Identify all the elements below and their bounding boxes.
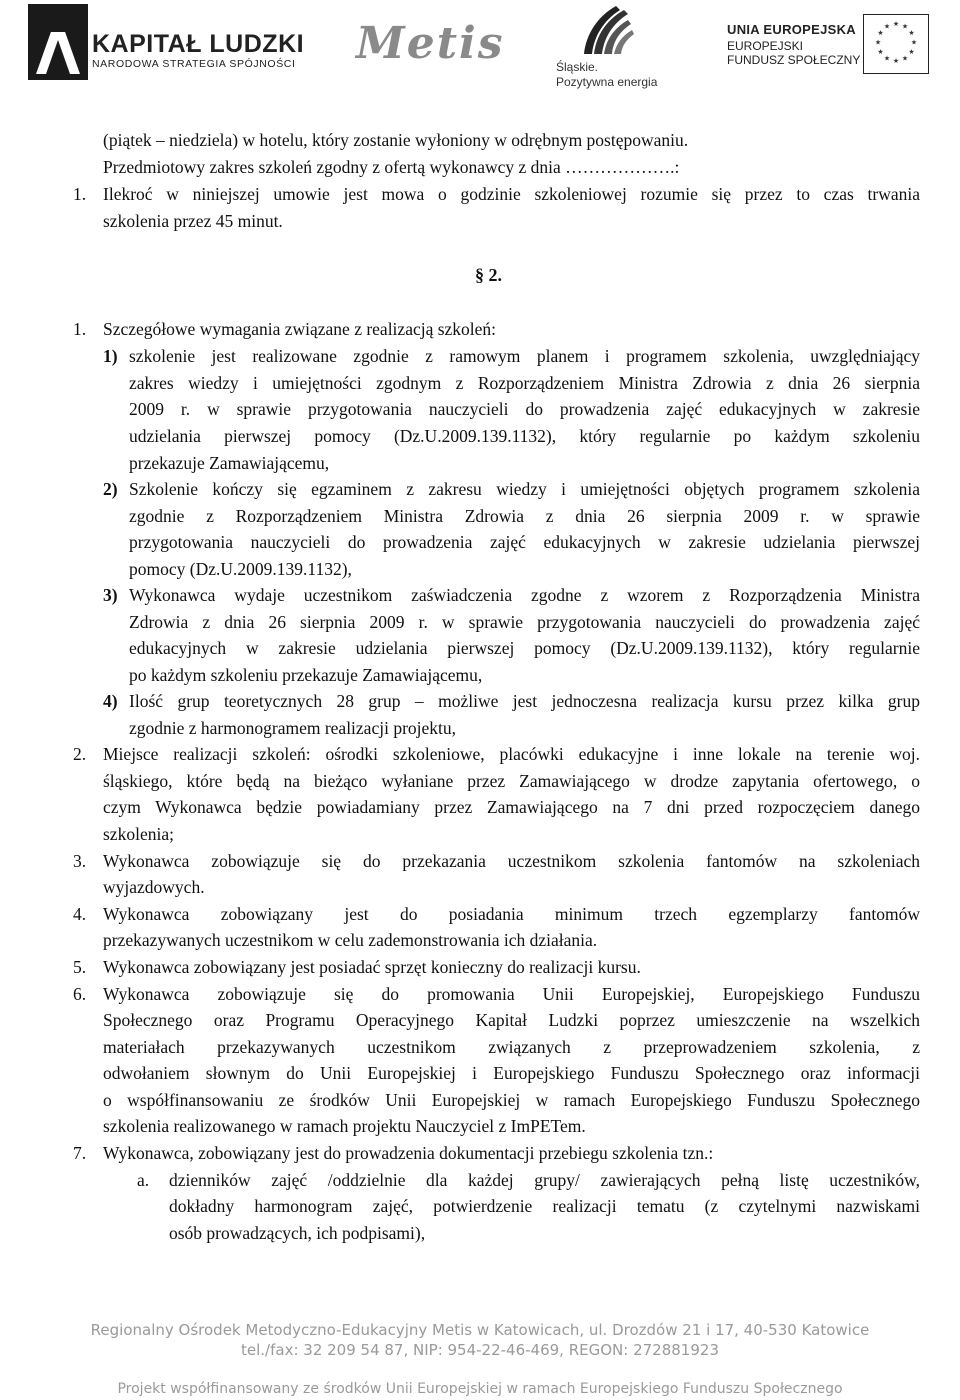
subitem-a-line: dzienników zajęć /oddzielnie dla każdej grupy/ zawierających pełną listę uczestników, xyxy=(169,1170,920,1190)
subitem-3-line: po każdym szkoleniu przekazuje Zamawiającemu, xyxy=(129,665,483,685)
subitem-1-line: przekazuje Zamawiającemu, xyxy=(129,453,330,473)
subitem-3-number: 3) xyxy=(103,585,118,605)
section-heading: § 2. xyxy=(475,265,502,285)
item-3-number: 3. xyxy=(73,851,87,871)
item-6-line: materiałach przekazywanych uczestnikom związanych z przeprowadzeniem szkolenia, z xyxy=(103,1037,920,1057)
svg-text:★: ★ xyxy=(910,38,918,47)
svg-text:★: ★ xyxy=(892,57,900,65)
svg-text:★: ★ xyxy=(877,48,884,56)
item-6-line: Wykonawca zobowiązuje się do promowania Unii Europejskiej, Europejskiego Funduszu xyxy=(103,984,920,1004)
svg-text:★: ★ xyxy=(908,48,915,56)
item-6-line: Społecznego oraz Programu Operacyjnego Kapitał Ludzki poprzez umieszczenie na wszelkich xyxy=(103,1010,920,1030)
svg-text:★: ★ xyxy=(883,54,891,63)
subitem-a-number: a. xyxy=(137,1170,150,1190)
slaskie-tagline: Pozytywna energia xyxy=(556,75,658,89)
ue-label-line1: UNIA EUROPEJSKA xyxy=(727,22,856,37)
item-4-line: Wykonawca zobowiązany jest do posiadania minimum trzech egzemplarzy fantomów xyxy=(103,904,920,924)
item-1-number: 1. xyxy=(73,319,87,339)
eu-flag-icon xyxy=(863,14,929,74)
intro-item-line-2: szkolenia przez 45 minut. xyxy=(103,211,283,231)
subitem-1-number: 1) xyxy=(103,346,118,366)
subitem-2-number: 2) xyxy=(103,479,118,499)
ue-label-line2: EUROPEJSKI xyxy=(727,39,804,53)
intro-item-line-1: Ilekroć w niniejszej umowie jest mowa o godzinie szkoleniowej rozumie się przez to czas trwania xyxy=(103,184,920,204)
item-2-line: Miejsce realizacji szkoleń: ośrodki szkoleniowe, placówki edukacyjne i inne lokale na terenie woj. xyxy=(103,744,920,764)
kapital-ludzki-subtitle: NARODOWA STRATEGIA SPÓJNOŚCI xyxy=(92,58,296,70)
item-7-number: 7. xyxy=(73,1143,87,1163)
subitem-a-line: dokładny harmonogram zajęć, potwierdzenie realizacji tematu (z czytelnymi nazwiskami xyxy=(169,1196,920,1216)
svg-text:★: ★ xyxy=(901,54,909,63)
item-6-line: szkolenia realizowanego w ramach projektu Nauczyciel z ImPETem. xyxy=(103,1116,586,1136)
intro-item-number: 1. xyxy=(73,184,87,204)
subitem-1-line: szkolenie jest realizowane zgodnie z ramowym planem i programem szkolenia, uwzględniający xyxy=(129,346,920,366)
header xyxy=(0,0,960,110)
subitem-4-line: zgodnie z harmonogramem realizacji projektu, xyxy=(129,718,457,738)
item-6-line: o współfinansowaniu ze środków Unii Europejskiej w ramach Europejskiego Funduszu Społecznego xyxy=(103,1090,920,1110)
subitem-4-line: Ilość grup teoretycznych 28 grup – możliwe jest jednoczesna realizacja kursu przez kilka grup xyxy=(129,691,920,711)
item-4-line: przekazywanych uczestnikom w celu zademonstrowania ich działania. xyxy=(103,930,598,950)
item-3-line: Wykonawca zobowiązuje się do przekazania uczestnikom szkolenia fantomów na szkoleniach xyxy=(103,851,920,871)
subitem-3-line: Wykonawca wydaje uczestnikom zaświadczenia zgodne z wzorem z Rozporządzenia Ministra xyxy=(129,585,920,605)
item-3-line: wyjazdowych. xyxy=(103,877,205,897)
subitem-2-line: przygotowania nauczycieli do prowadzenia zajęć edukacyjnych w zakresie udzielania pierwszej xyxy=(129,532,920,552)
item-2-line: szkolenia; xyxy=(103,824,174,844)
subitem-3-line: Zdrowia z dnia 26 sierpnia 2009 r. w sprawie przygotowania nauczycieli do prowadzenia zajęć xyxy=(129,612,920,632)
subitem-a-line: osób prowadzących, ich podpisami), xyxy=(169,1223,426,1243)
svg-text:★: ★ xyxy=(877,29,884,37)
subitem-1-line: 2009 r. w sprawie przygotowania nauczycieli do prowadzenia zajęć edukacyjnych w zakresie xyxy=(129,399,920,419)
subitem-4-number: 4) xyxy=(103,691,118,711)
kapital-ludzki-title: KAPITAŁ LUDZKI xyxy=(92,30,305,58)
metis-logo: Metis xyxy=(356,18,505,69)
item-6-line: odwołaniem słownym do Unii Europejskiej i Europejskiego Funduszu Społecznego oraz informacji xyxy=(103,1063,920,1083)
item-5-number: 5. xyxy=(73,957,87,977)
item-6-number: 6. xyxy=(73,984,87,1004)
svg-text:★: ★ xyxy=(892,20,900,28)
subitem-2-line: zgodnie z Rozporządzeniem Ministra Zdrowia z dnia 26 sierpnia 2009 r. w sprawie xyxy=(129,506,920,526)
subitem-1-line: zakres wiedzy i umiejętności zgodnym z Rozporządzeniem Ministra Zdrowia z dnia 26 sierpnia xyxy=(129,373,920,393)
intro-line-2: Przedmiotowy zakres szkoleń zgodny z ofertą wykonawcy z dnia ……………….: xyxy=(103,157,680,177)
item-1-text: Szczegółowe wymagania związane z realizacją szkoleń: xyxy=(103,319,497,339)
subitem-2-line: pomocy (Dz.U.2009.139.1132), xyxy=(129,559,352,579)
item-7-line: Wykonawca, zobowiązany jest do prowadzenia dokumentacji przebiegu szkolenia tzn.: xyxy=(103,1143,714,1163)
item-2-line: czym Wykonawca będzie powiadamiany przez Zamawiającego na 7 dni przed rozpoczęciem danego xyxy=(103,797,920,817)
svg-text:★: ★ xyxy=(874,38,882,47)
kapital-ludzki-logo-icon xyxy=(28,4,88,80)
item-4-number: 4. xyxy=(73,904,87,924)
subitem-1-line: udzielania pierwszej pomocy (Dz.U.2009.139.1132), który regularnie po każdym szkoleniu xyxy=(129,426,920,446)
footer-cofinancing-note: Projekt współfinansowany ze środków Unii Europejskiej w ramach Europejskiego Funduszu Społecznego xyxy=(117,1381,843,1397)
svg-text:★: ★ xyxy=(883,22,891,31)
svg-text:★: ★ xyxy=(901,22,909,31)
subitem-2-line: Szkolenie kończy się egzaminem z zakresu wiedzy i umiejętności objętych programem szkolenia xyxy=(129,479,920,499)
item-2-line: śląskiego, które będą na bieżąco wyłaniane przez Zamawiającego w drodze zapytania ofertowego, o xyxy=(103,771,920,791)
slaskie-logo-icon xyxy=(576,6,636,58)
footer-contact: tel./fax: 32 209 54 87, NIP: 954-22-46-469, REGON: 272881923 xyxy=(241,1341,719,1359)
footer-address: Regionalny Ośrodek Metodyczno-Edukacyjny Metis w Katowicach, ul. Drozdów 21 i 17, 40-530 Katowice xyxy=(90,1321,870,1339)
subitem-3-line: edukacyjnych w zakresie udzielania pierwszej pomocy (Dz.U.2009.139.1132), który regularnie xyxy=(129,638,920,658)
item-5-line: Wykonawca zobowiązany jest posiadać sprzęt konieczny do realizacji kursu. xyxy=(103,957,641,977)
slaskie-name: Śląskie. xyxy=(556,60,599,74)
item-2-number: 2. xyxy=(73,744,87,764)
intro-line-1: (piątek – niedziela) w hotelu, który zostanie wyłoniony w odrębnym postępowaniu. xyxy=(103,130,689,150)
ue-label-line3: FUNDUSZ SPOŁECZNY xyxy=(727,53,861,67)
svg-text:★: ★ xyxy=(908,29,915,37)
